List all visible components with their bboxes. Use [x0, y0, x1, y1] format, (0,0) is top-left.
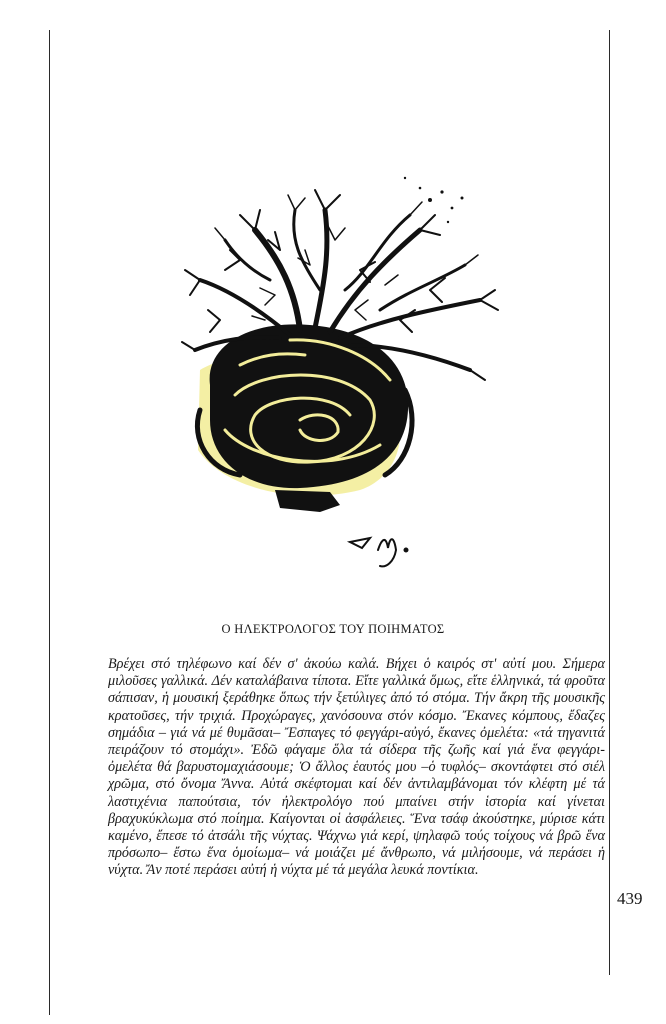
poem-body: Βρέχει στό τηλέφωνο καί δέν σ' ἀκούω καλά. Βήχει ὁ καιρός στ' αὐτί μου. Σήμερα μιλοῦσες γαλλικά. Δέν καταλάβαινα τίποτα. Εἴτε γαλλικά ὅμως, εἴτε ἑλληνικά, τά φροῦτα σάπισαν, ἡ μουσική ξεράθηκε ὅπως τήν ξετύλιγες ἀπό τό στόμα. Τήν ἄκρη τῆς μουσικῆς κρατοῦσες, τήν τριχιά. Προχώραγες, χανόσουνα στόν κόσμο. Ἔκανες κόμπους, ἔδαζες σημάδια – γιά νά μέ θυμᾶσαι– Ἔσπαγες τό φεγγάρι-αὐγό, ἔκανες ὀμελέτα: «τά τηγανιτά πειράζουν τό στομάχι». Ἐδῶ φάγαμε ὅλα τά σίδερα τῆς ζωῆς καί γιά ἕνα φεγγάρι-ὀμελέτα θά βαρυστομαχιάσουμε; Ὁ ἄλλος ἑαυτός μου –ὁ τυφλός– σκοντάφτει στό σιέλ χρῶμα, στό ὄνομα Ἄννα. Αὐτά σκέφτομαι καί δέν ἀντιλαμβάνομαι τόν κλέφτη μέ τά λαστιχένια παπούτσια, τόν ἠλεκτρολόγο πού μπαίνει στήν ἱστορία καί γίνεται βραχυκύκλωμα στό ποίημα. Καίγονται οἱ ἀσφάλειες. Ἕνα τσάφ ἀκούστηκε, μύρισε κάτι καμένο, ἔπεσε τό ἀτσάλι τῆς νύχτας. Ψάχνω γιά κερί, ψηλαφῶ τούς τοίχους νά βρῶ ἕνα πρόσωπο– ἔστω ἕνα ὁμοίωμα– νά μοιάζει μέ ἄνθρωπο, νά μιλήσουμε, νά περάσει ἡ νύχτα. Ἄν ποτέ περάσει αὐτή ἡ νύχτα μέ τά μεγάλα λευκά ποντίκια. — [108, 656, 605, 879]
left-margin-rule — [49, 30, 50, 1015]
page-number: 439 — [617, 889, 643, 908]
ink-drawing-potted-plant — [180, 170, 510, 570]
pot — [210, 324, 408, 512]
right-margin-rule — [609, 30, 610, 975]
poem-title: Ο ΗΛΕΚΤΡΟΛΟΓΟΣ ΤΟΥ ΠΟΙΗΜΑΤΟΣ — [221, 622, 445, 636]
signature-mark — [350, 538, 408, 566]
